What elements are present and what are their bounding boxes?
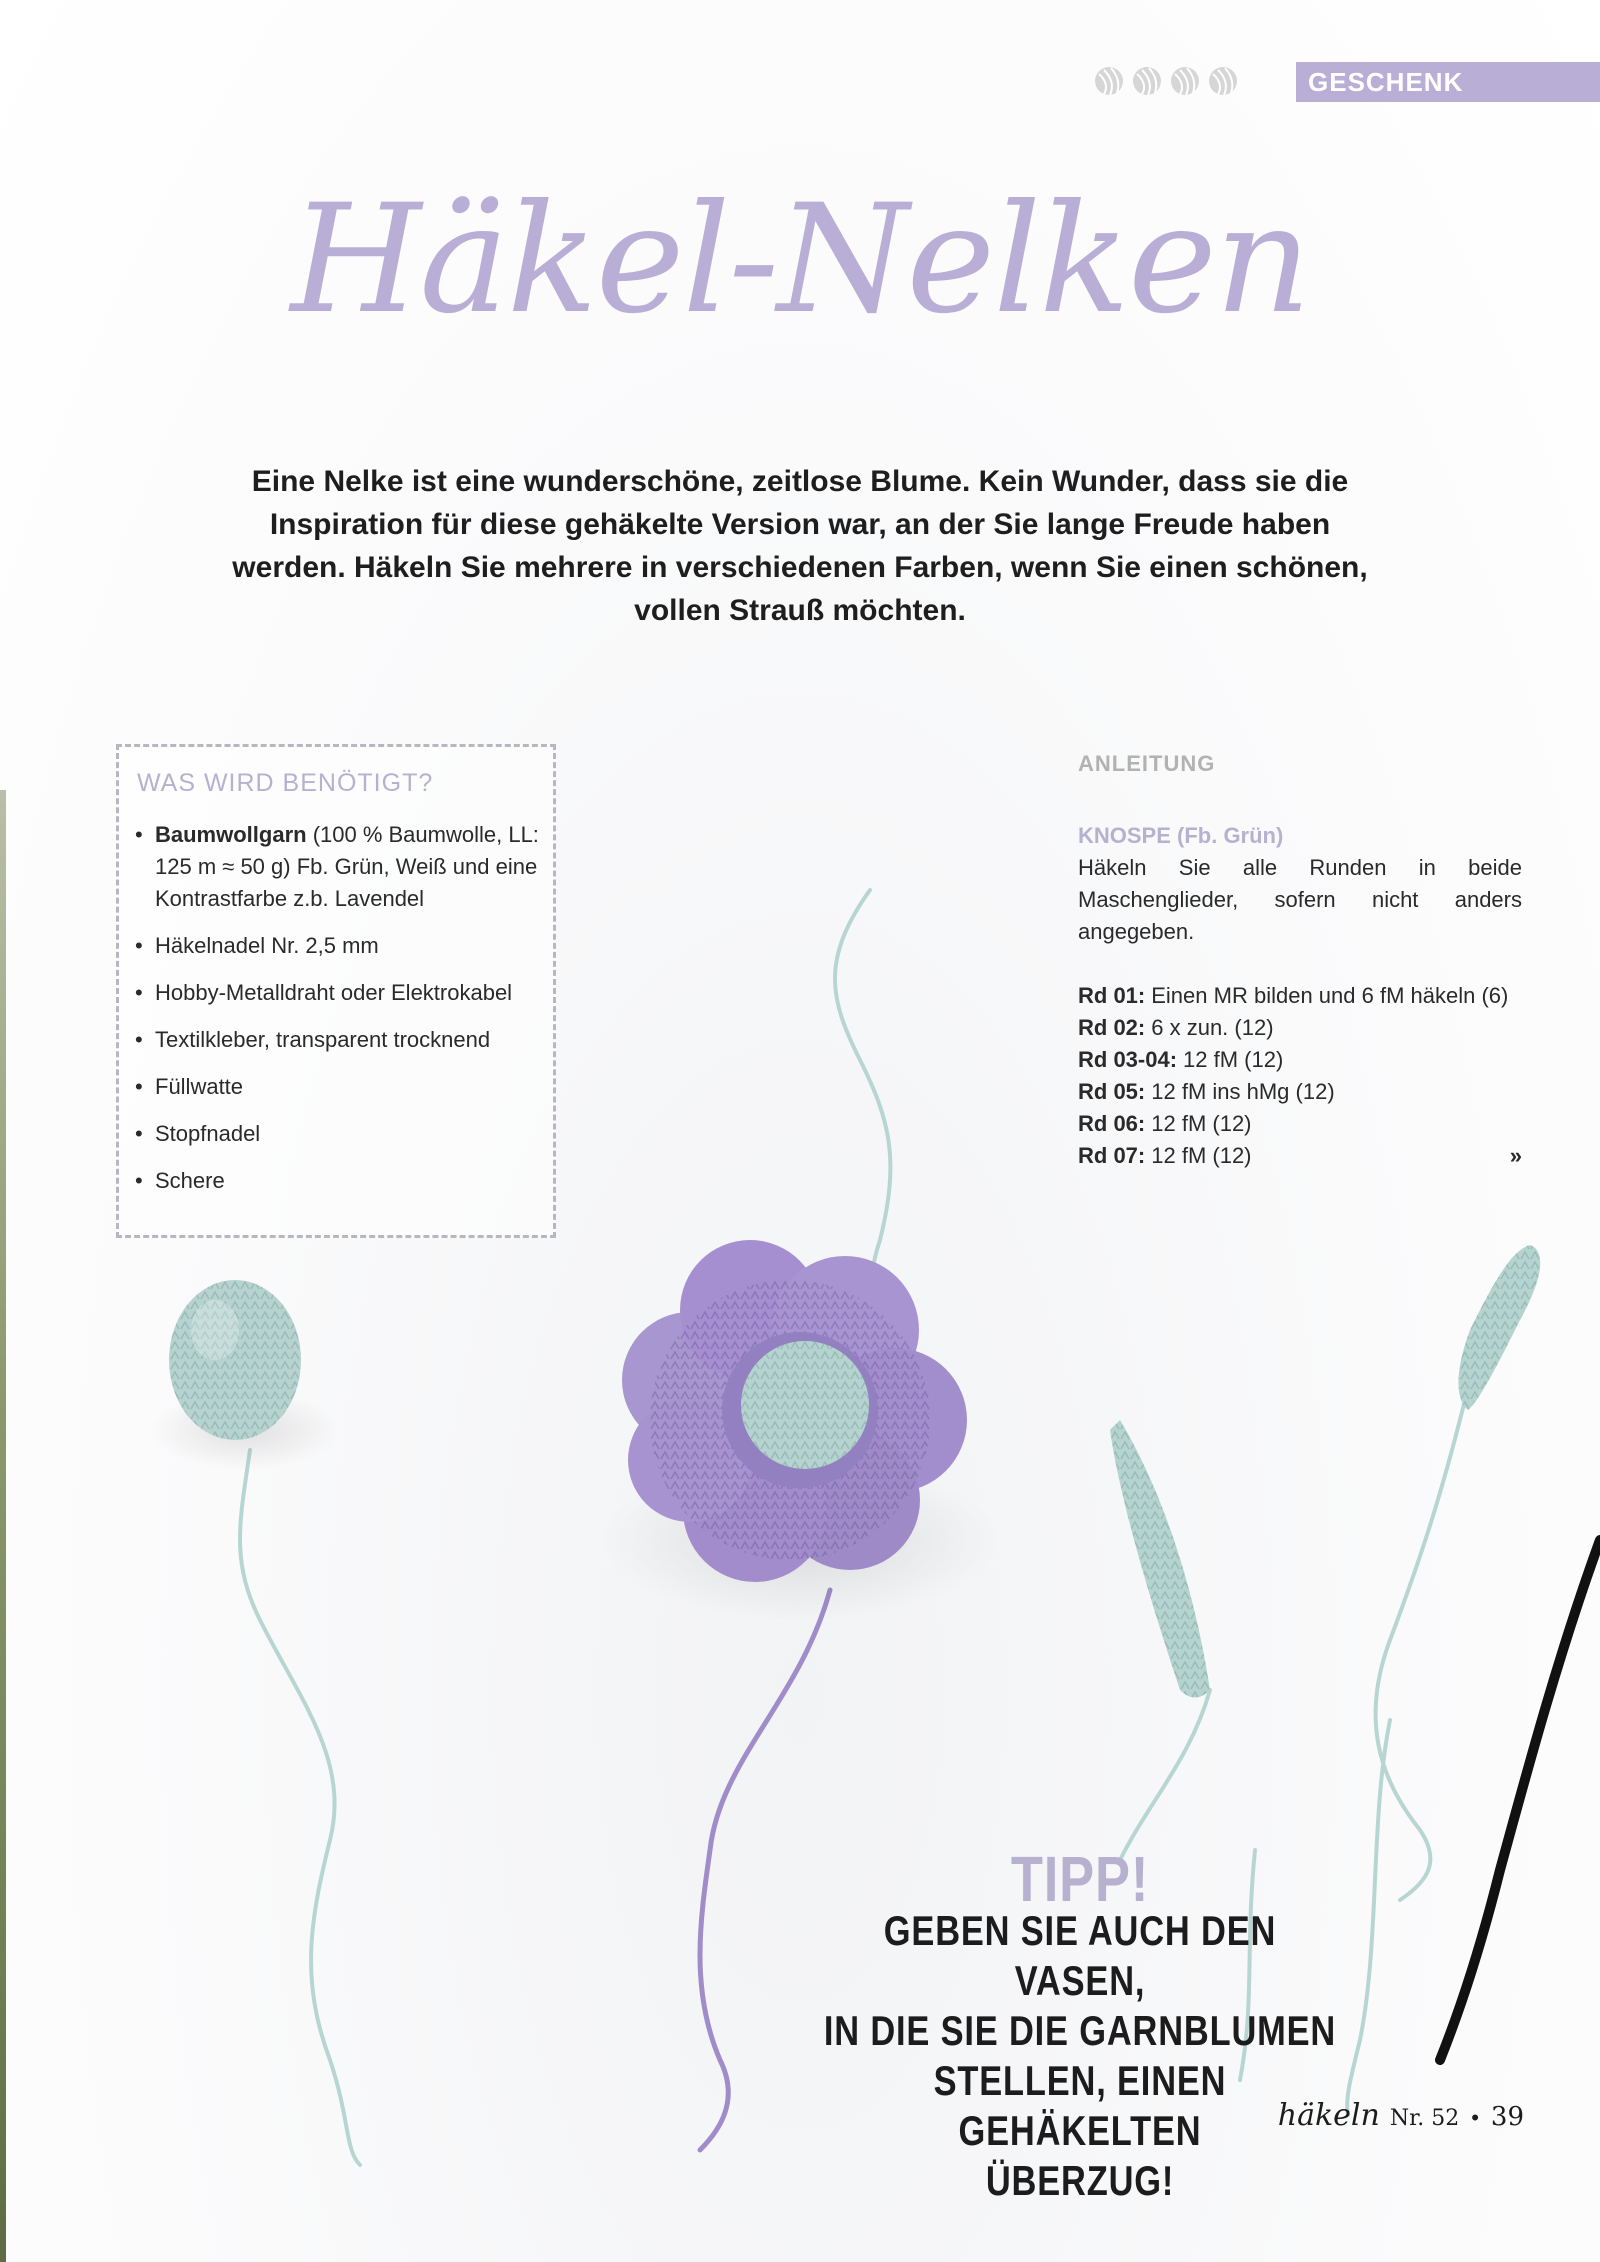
leaf-crochet-1	[1110, 1420, 1210, 1698]
row-text: 12 fM (12)	[1151, 1143, 1252, 1168]
issue-number: Nr. 52	[1389, 2106, 1460, 2131]
instructions-section	[1078, 748, 1522, 1172]
intro-line: Eine Nelke ist eine wunderschöne, zeitlose Blume. Kein Wunder, dass sie die	[251, 465, 1349, 498]
intro-line: werden. Häkeln Sie mehrere in verschiedenen Farben, wenn Sie einen schönen,	[232, 551, 1368, 584]
tip-line: IN DIE SIE DIE GARNBLUMEN	[823, 2007, 1337, 2054]
row-label: Rd 07:	[1078, 1143, 1146, 1168]
row-label: Rd 05:	[1078, 1079, 1146, 1104]
bud-crochet	[150, 1280, 340, 1470]
magazine-logo: häkeln	[1277, 2098, 1380, 2133]
materials-item-text: Schere	[155, 1168, 225, 1193]
tip-title: TIPP!	[1010, 1843, 1150, 1915]
materials-item	[135, 1071, 545, 1103]
materials-item-text: Textilkleber, transparent trocknend	[155, 1027, 491, 1052]
materials-heading: WAS WIRD BENÖTIGT?	[137, 769, 434, 797]
tip-line: ÜBERZUG!	[985, 2157, 1175, 2204]
tip-line: GEBEN SIE AUCH DEN VASEN,	[883, 1907, 1277, 2004]
materials-item	[135, 1024, 545, 1056]
row-text: Einen MR bilden und 6 fM häkeln (6)	[1151, 983, 1509, 1008]
instructions-heading: ANLEITUNG	[1078, 751, 1216, 776]
materials-list	[135, 819, 545, 1212]
flower-crochet	[600, 1240, 1000, 1620]
category-label: GESCHENK	[1308, 67, 1464, 97]
instruction-row	[1078, 1012, 1522, 1044]
black-wire	[1440, 1540, 1600, 2060]
yarn-ball-icon	[1170, 66, 1200, 96]
row-text: 12 fM (12)	[1151, 1111, 1252, 1136]
materials-item	[135, 977, 545, 1009]
yarn-ball-icon	[1132, 66, 1162, 96]
materials-item-bold: Baumwollgarn	[155, 822, 307, 847]
instruction-row	[1078, 1108, 1522, 1140]
row-label: Rd 02:	[1078, 1015, 1146, 1040]
difficulty-indicator	[1094, 66, 1246, 96]
page-footer	[1278, 2098, 1524, 2133]
leaf-crochet-2	[1458, 1245, 1540, 1410]
instructions-intro: Häkeln Sie alle Runden in beide Maschenglieder, sofern nicht anders angegeben.	[1078, 855, 1522, 944]
instruction-row	[1078, 1076, 1522, 1108]
instructions-subheading: KNOSPE (Fb. Grün)	[1078, 823, 1284, 848]
instruction-row	[1078, 980, 1522, 1012]
row-text: 6 x zun. (12)	[1151, 1015, 1274, 1040]
row-text: 12 fM ins hMg (12)	[1151, 1079, 1335, 1104]
footer-separator: •	[1471, 2105, 1479, 2130]
tip-text	[818, 1906, 1343, 2206]
page-number: 39	[1490, 2102, 1524, 2132]
materials-item-text: Stopfnadel	[155, 1121, 261, 1146]
materials-item-text: (100 % Baumwolle, LL: 125 m ≈ 50 g) Fb. Grün, Weiß und eine Kontrastfarbe z.b. Lavendel	[155, 822, 539, 911]
instruction-row	[1078, 1140, 1522, 1172]
purple-thread	[700, 1590, 830, 2150]
continue-mark: »	[1509, 1143, 1522, 1168]
materials-item	[135, 1118, 545, 1150]
materials-item	[135, 819, 545, 915]
yarn-ball-icon	[1094, 66, 1124, 96]
instruction-row	[1078, 1044, 1522, 1076]
intro-paragraph	[220, 460, 1380, 632]
yarn-ball-icon	[1208, 66, 1238, 96]
intro-line: Inspiration für diese gehäkelte Version war, an der Sie lange Freude haben	[269, 508, 1331, 541]
row-label: Rd 01:	[1078, 983, 1146, 1008]
row-label: Rd 03-04:	[1078, 1047, 1178, 1072]
materials-item	[135, 1165, 545, 1197]
row-label: Rd 06:	[1078, 1111, 1146, 1136]
row-text: 12 fM (12)	[1183, 1047, 1284, 1072]
materials-item-text: Hobby-Metalldraht oder Elektrokabel	[155, 980, 513, 1005]
intro-line: vollen Strauß möchten.	[634, 594, 966, 627]
tip-line: STELLEN, EINEN GEHÄKELTEN	[933, 2057, 1227, 2154]
materials-item	[135, 930, 545, 962]
materials-item-text: Häkelnadel Nr. 2,5 mm	[155, 933, 379, 958]
materials-item-text: Füllwatte	[155, 1074, 244, 1099]
page-title: Häkel-Nelken	[290, 173, 1310, 347]
materials-box	[116, 744, 556, 1238]
